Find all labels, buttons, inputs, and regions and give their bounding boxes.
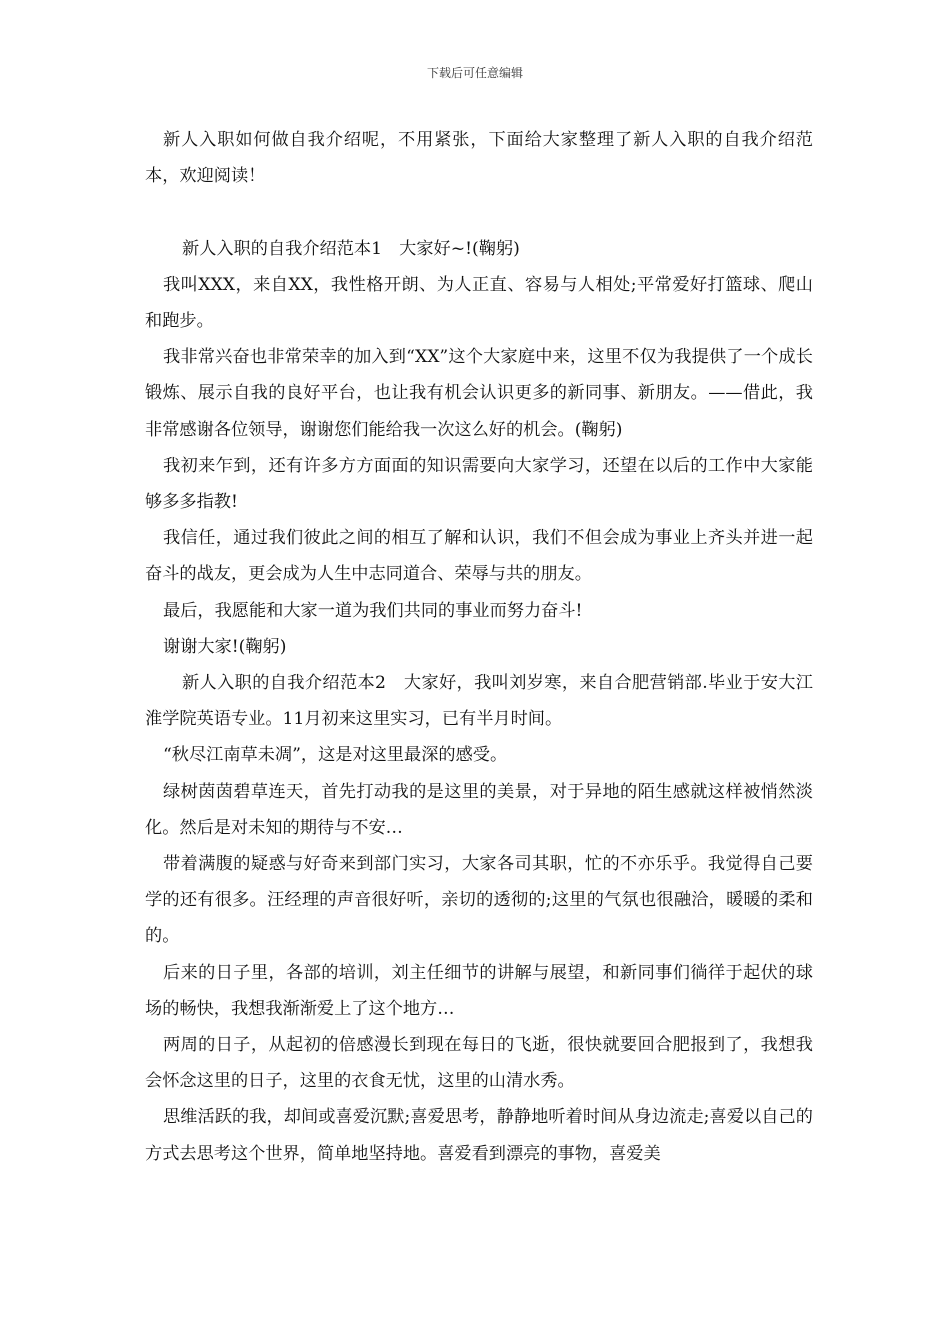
page-header-note: 下载后可任意编辑 (426, 66, 523, 80)
paragraph: 带着满腹的疑惑与好奇来到部门实习，大家各司其职，忙的不亦乐乎。我觉得自己要学的还有很多。汪经理的声音很好听，亲切的透彻的;这里的气氛也很融洽，暖暖的柔和的。 (145, 854, 813, 947)
paragraph: 我叫XXX，来自XX，我性格开朗、为人正直、容易与人相处;平常爱好打篮球、爬山和跑步。 (145, 274, 813, 331)
paragraph: 后来的日子里，各部的培训，刘主任细节的讲解与展望，和新同事们徜徉于起伏的球场的畅快，我想我渐渐爱上了这个地方… (145, 962, 813, 1019)
paragraph: 我信任，通过我们彼此之间的相互了解和认识，我们不但会成为事业上齐头并进一起奋斗的战友，更会成为人生中志同道合、荣辱与共的朋友。 (145, 528, 813, 585)
paragraph: 我初来乍到，还有许多方方面面的知识需要向大家学习，还望在以后的工作中大家能够多多指教! (145, 455, 813, 513)
paragraph: “秋尽江南草未凋”，这是对这里最深的感受。 (163, 745, 508, 766)
paragraph: 两周的日子，从起初的倍感漫长到现在每日的飞逝，很快就要回合肥报到了，我想我会怀念这里的日子，这里的衣食无忧，这里的山清水秀。 (145, 1035, 813, 1092)
sample-2-heading: 新人入职的自我介绍范本2 大家好，我叫刘岁寒，来自合肥营销部.毕业于安大江淮学院英语专业。11月初来这里实习，已有半月时间。 (145, 673, 813, 730)
paragraph: 绿树茵茵碧草连天，首先打动我的是这里的美景，对于异地的陌生感就这样被悄然淡化。然后是对未知的期待与不安… (145, 781, 813, 838)
paragraph: 我非常兴奋也非常荣幸的加入到“XX”这个大家庭中来，这里不仅为我提供了一个成长锻炼、展示自我的良好平台，也让我有机会认识更多的新同事、新朋友。——借此，我非常感谢各位领导，谢谢您们能给我一次这么好的机会。(鞠躬) (145, 347, 813, 440)
paragraph: 谢谢大家!(鞠躬) (163, 636, 287, 657)
paragraph: 最后，我愿能和大家一道为我们共同的事业而努力奋斗! (163, 600, 583, 621)
document-body (145, 122, 813, 1172)
sample-1-heading: 新人入职的自我介绍范本1 大家好~!(鞠躬) (182, 238, 520, 259)
blank-line (145, 194, 813, 230)
paragraph: 思维活跃的我，却间或喜爱沉默;喜爱思考，静静地听着时间从身边流走;喜爱以自己的方式去思考这个世界，简单地坚持地。喜爱看到漂亮的事物，喜爱美 (145, 1107, 813, 1164)
intro-paragraph: 新人入职如何做自我介绍呢，不用紧张，下面给大家整理了新人入职的自我介绍范本，欢迎阅读！ (145, 130, 813, 187)
